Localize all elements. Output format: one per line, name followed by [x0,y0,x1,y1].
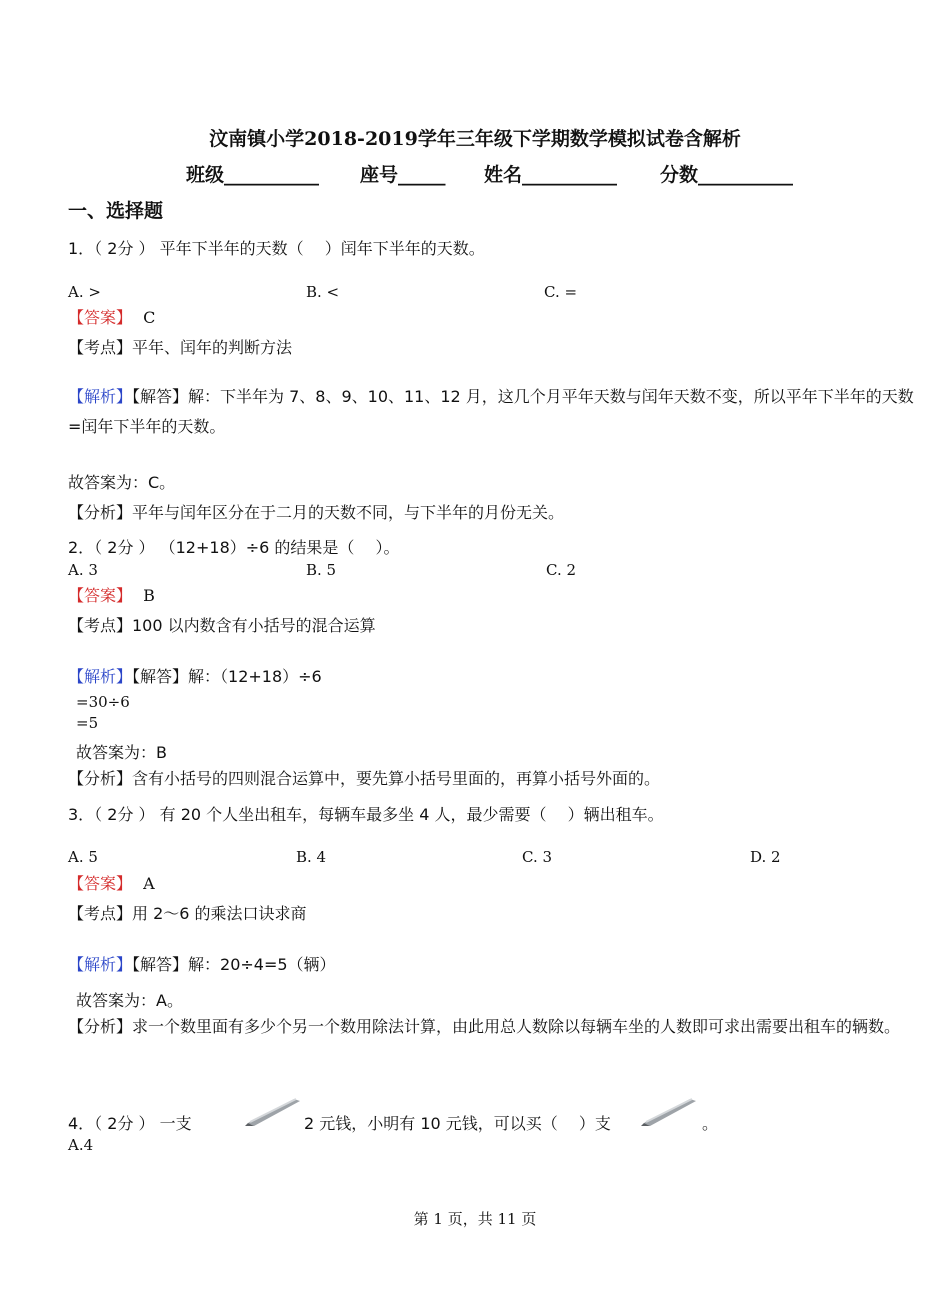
question-2-stem: 2．（ 2分 ） （12+18）÷6 的结果是（ ）。 [68,538,400,557]
q3-option-c: C. 3 [522,848,553,866]
question-4-stem-part2: 2 元钱，小明有 10 元钱，可以买（ ）支 [304,1114,611,1133]
score-label: 分数__________ [660,164,794,186]
pencil-icon [244,1093,304,1127]
analysis-text: 【解答】解：20÷4=5（辆） [132,955,336,974]
q1-fenxi: 【分析】平年与闰年区分在于二月的天数不同，与下半年的月份无关。 [68,503,565,522]
section-heading: 一、选择题 [68,200,164,222]
q1-answer [68,305,155,328]
analysis-text: 【解答】解：（12+18）÷6 [132,667,322,686]
answer-value: B [143,586,155,605]
q3-option-b: B. 4 [296,848,327,866]
q3-fenxi: 【分析】求一个数里面有多少个另一个数用除法计算，由此用总人数除以每辆车坐的人数即可求出需要出租车的辆数。 [68,1017,901,1036]
class-label: 班级__________ [186,164,320,186]
analysis-tag: 【解析】 [68,387,133,406]
analysis-tag: 【解析】 [68,955,133,974]
q3-answer [68,871,155,894]
q3-point: 【考点】用 2～6 的乘法口诀求商 [68,904,307,923]
q1-conclusion: 故答案为：C。 [68,473,176,492]
analysis-text: 【解答】解：下半年为 7、8、9、10、11、12 月，这几个月平年天数与闰年天数不变，所以平年下半年的天数=闰年下半年的天数。 [68,387,914,436]
q2-option-a: A. 3 [68,561,98,579]
question-4-stem-part1: 4．（ 2分 ） 一支 [68,1114,192,1133]
q3-conclusion: 故答案为：A。 [76,991,183,1010]
q2-point: 【考点】100 以内数含有小括号的混合运算 [68,616,376,635]
q3-option-a: A. 5 [68,848,98,866]
answer-tag: 【答案】 [68,874,133,893]
q1-option-c: C. = [544,283,578,301]
q1-option-b: B. < [306,283,340,301]
q3-analysis [68,952,336,975]
q2-step-2: =5 [76,714,99,732]
answer-value: A [143,874,155,893]
name-label: 姓名__________ [484,164,618,186]
q2-conclusion: 故答案为：B [76,743,167,762]
q2-fenxi: 【分析】含有小括号的四则混合运算中，要先算小括号里面的，再算小括号外面的。 [68,769,661,788]
answer-tag: 【答案】 [68,586,133,605]
q1-option-a: A. > [68,283,101,301]
question-4-stem-part3: 。 [702,1114,719,1133]
question-1-stem: 1．（ 2分 ） 平年下半年的天数（ ）闰年下半年的天数。 [68,239,485,258]
q3-option-d: D. 2 [750,848,781,866]
q2-answer [68,583,155,606]
page-title: 汶南镇小学2018-2019学年三年级下学期数学模拟试卷含解析 [209,128,741,150]
q1-point: 【考点】平年、闰年的判断方法 [68,338,293,357]
answer-value: C [143,308,156,327]
answer-tag: 【答案】 [68,308,133,327]
q2-step-1: =30÷6 [76,693,130,711]
q1-analysis [68,382,924,442]
analysis-tag: 【解析】 [68,667,133,686]
pencil-icon [640,1093,700,1127]
page-footer: 第 1 页，共 11 页 [413,1210,537,1228]
q4-option-a: A.4 [68,1136,94,1154]
q2-option-c: C. 2 [546,561,577,579]
q2-analysis [68,664,322,687]
q2-option-b: B. 5 [306,561,337,579]
seat-label: 座号_____ [360,164,446,186]
question-3-stem: 3．（ 2分 ） 有 20 个人坐出租车，每辆车最多坐 4 人，最少需要（ ）辆出租车。 [68,805,664,824]
